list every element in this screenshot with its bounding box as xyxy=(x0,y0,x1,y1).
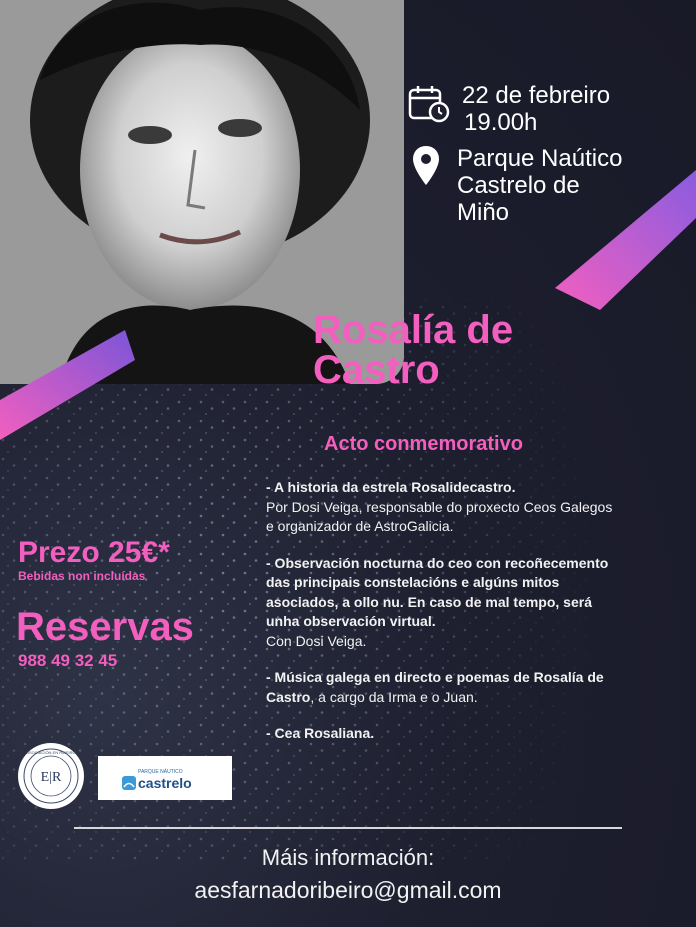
price-note: Bebidas non incluídas xyxy=(18,569,146,583)
program-list xyxy=(266,478,678,761)
castrelo-logo-mark xyxy=(98,756,232,800)
footer-divider xyxy=(74,827,622,829)
program-item-title: asociados, a ollo nu. En caso de mal tempo, será xyxy=(266,593,592,610)
program-item-detail: , a cargo da Irma e o Juan. xyxy=(310,688,478,705)
program-item xyxy=(266,478,678,537)
title-line-1: Rosalía de xyxy=(313,308,514,352)
er-logo-ring-text: ASOCIACIÓN EN RIBEIRO xyxy=(26,750,76,755)
program-item xyxy=(266,668,678,707)
location-pin-icon xyxy=(412,145,440,187)
castrelo-logo xyxy=(98,756,232,800)
reservations-phone: 988 49 32 45 xyxy=(18,651,118,670)
event-time: 19.00h xyxy=(464,109,538,136)
more-info-label: Máis información: xyxy=(261,845,435,870)
event-datetime xyxy=(462,82,610,136)
program-item-title: - Observación nocturna do ceo con recoñecemento xyxy=(266,554,609,571)
poster-subtitle: Acto conmemorativo xyxy=(324,433,523,455)
place-line-1: Parque Naútico xyxy=(457,145,623,172)
program-item xyxy=(266,724,678,744)
er-association-logo xyxy=(18,743,84,809)
castrelo-logo-text: castrelo xyxy=(138,775,192,791)
place-line-3: Miño xyxy=(457,199,510,226)
event-date: 22 de febreiro xyxy=(462,82,611,109)
program-item-detail: e organizador de AstroGalicia. xyxy=(266,518,454,534)
contact-email[interactable]: aesfarnadoribeiro@gmail.com xyxy=(194,877,502,903)
reservations-label: Reservas xyxy=(16,605,194,649)
er-logo-text: E|R xyxy=(40,770,62,785)
program-item-title: Castro xyxy=(266,688,311,705)
calendar-clock-icon xyxy=(407,84,451,124)
program-item-title: unha observación virtual. xyxy=(266,613,436,629)
place-line-2: Castrelo de xyxy=(457,172,580,199)
poster-title xyxy=(313,310,613,390)
event-place xyxy=(457,145,657,226)
er-logo-mark xyxy=(18,743,84,809)
program-item-title: das principais constelacións e algúns mitos xyxy=(266,574,560,590)
program-item-title: - Música galega en directo e poemas de Rosalía de xyxy=(266,669,604,685)
program-item-title: - Cea Rosaliana. xyxy=(266,725,375,741)
program-item-title: - A historia da estrela Rosalidecastro. xyxy=(266,479,516,495)
program-item-detail: Por Dosi Veiga, responsable do proxecto Ceos Galegos xyxy=(266,498,613,515)
title-line-2: Castro xyxy=(313,348,440,392)
price-label: Prezo 25€* xyxy=(18,536,170,569)
decorative-stripe-left xyxy=(0,330,140,470)
program-item xyxy=(266,554,678,652)
castrelo-logo-subtext: PARQUE NÁUTICO xyxy=(138,769,183,775)
program-item-detail: Con Dosi Veiga. xyxy=(266,632,367,649)
